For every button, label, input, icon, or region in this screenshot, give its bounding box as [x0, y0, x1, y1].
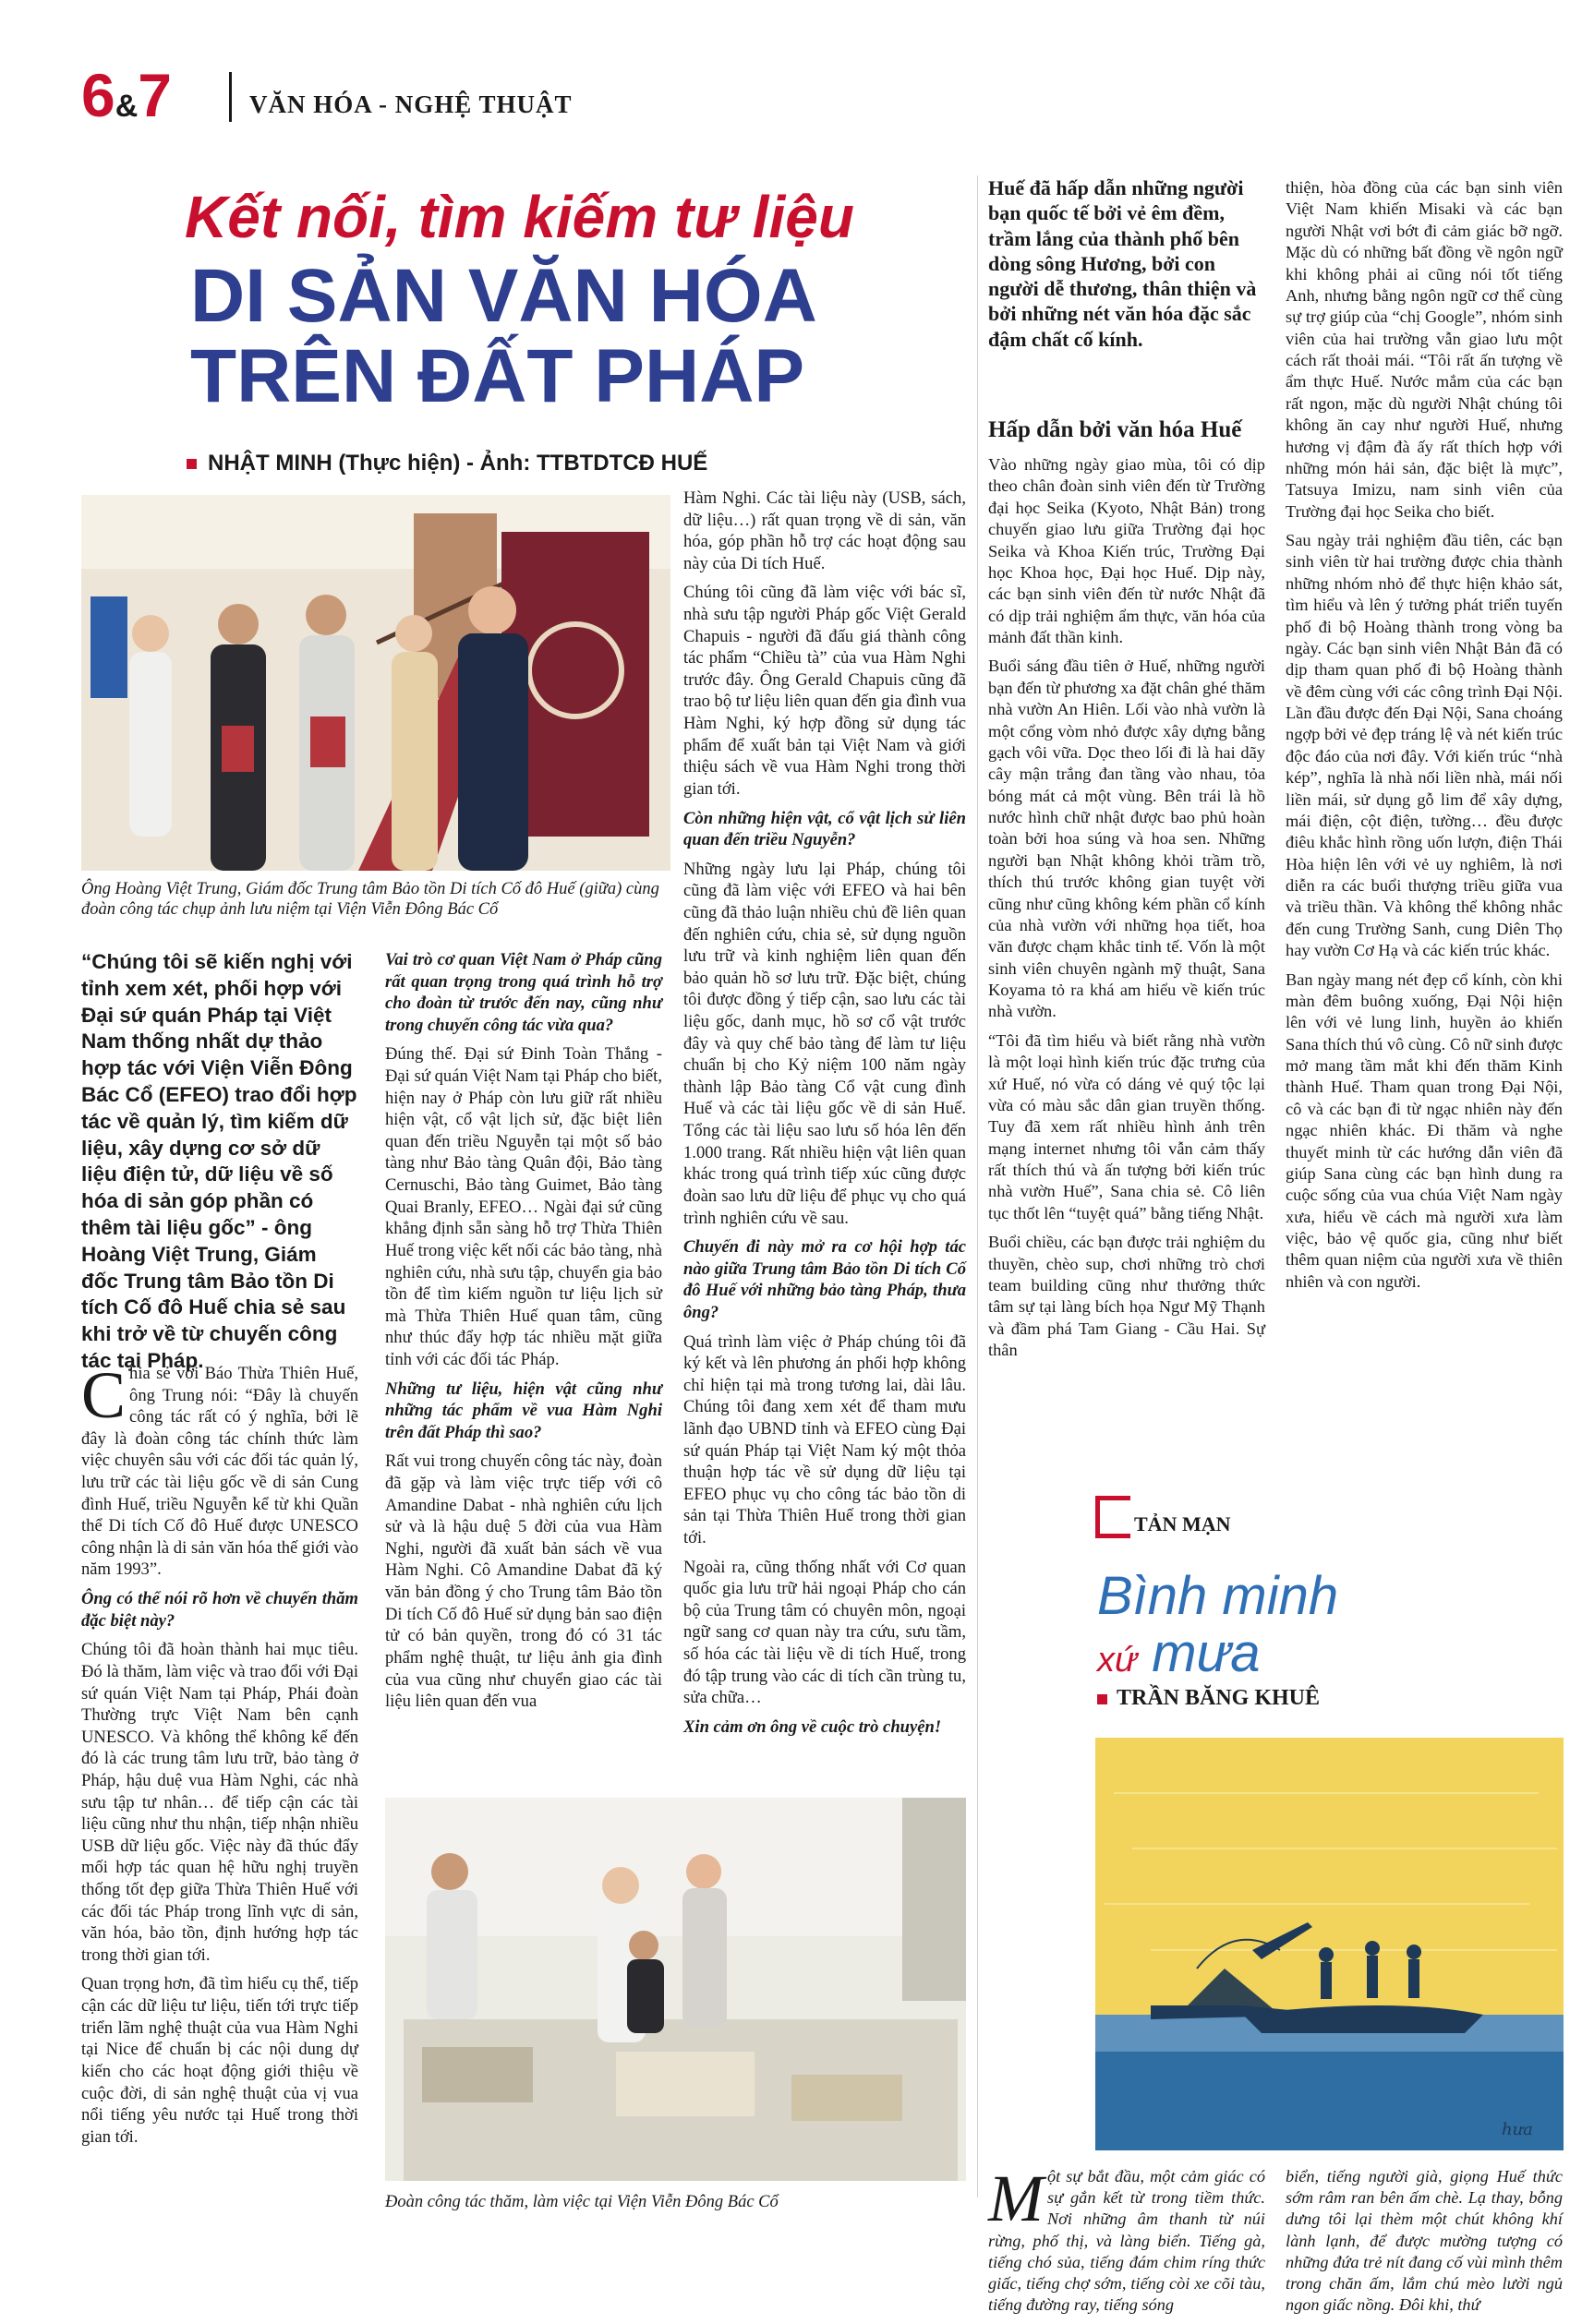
byline-bullet [187, 459, 197, 469]
meeting-photo-illustration [385, 1798, 966, 2181]
sidebar-b-paragraph-3: Ban ngày mang nét đẹp cổ kính, còn khi màn đêm buông xuống, Đại Nội hiện lên với vẻ lung linh, huyền ảo khiến Sana thích thú vô cùng. Cô nữ sinh được mở mang tầm mắt khi đến thăm Kinh thành Huế. Tham quan trong Đại Nội, cô và các bạn đi từ ngạc nhiên này đến ngạc nhiên khác. Đi thăm và nghe thuyết minh từ các hướng dẫn viên đã giúp Sana cùng các bạn hình dung ra cuộc sống của vua chúa Việt Nam ngày xưa, hiểu về cách mà người xưa làm việc, bảo vệ quốc gia, cũng như biết thêm quan niệm của người xưa về thiên nhiên và con người. [1286, 969, 1563, 1291]
column-divider [977, 175, 978, 2198]
pull-quote: “Chúng tôi sẽ kiến nghị với tỉnh xem xét, phối hợp với Đại sứ quán Pháp tại Việt Nam thống nhất dự thảo hợp tác với Viện Viễn Đông Bác Cổ (EFEO) trao đổi hợp tác về quản lý, tìm kiếm dữ liệu, xây dựng cơ sở dữ liệu điện tử, dữ liệu về số hóa di sản góp phần có thêm tài liệu gốc” - ông Hoàng Việt Trung, Giám đốc Trung tâm Bảo tồn Di tích Cố đô Huế chia sẻ sau khi trở về từ chuyến công tác tại Pháp. [81, 950, 357, 1372]
col3-paragraph-2: Chúng tôi cũng đã làm việc với bác sĩ, nhà sưu tập người Pháp gốc Việt Gerald Chapuis - người đã đấu giá thành công tác phẩm “Chiều tà” của vua Hàm Nghi trước đây. Ông Gerald Chapuis cũng đã trao bộ tư liệu liên quan đến gia đình vua Hàm Nghi, ký hợp đồng sử dụng tác phẩm để xuất bản tại Việt Nam và giới thiệu sách về vua Hàm Nghi trong thời gian tới. [683, 583, 966, 799]
feature-title-small: xứ [1097, 1641, 1138, 1680]
headline-line-2: TRÊN ĐẤT PHÁP [190, 333, 805, 418]
meeting-photo [385, 1798, 966, 2181]
col2-paragraph-2: Rất vui trong chuyến công tác này, đoàn đã gặp và làm việc trực tiếp với cô Amandine Dabat - nhà nghiên cứu lịch sử và là hậu duệ 5 đời của vua Hàm Nghi, người đã xuất bản sách về vua Hàm Nghi. Cô Amandine Dabat đã ký văn bản đồng ý cho Trung tâm Bảo tồn Di tích Cố đô Huế sử dụng bản sao điện tử có bản quyền, trong đó có 31 tác phẩm nghệ thuật, tư liệu ảnh gia đình của vua cũng như chuyển giao các tài liệu liên quan đến vua [385, 1451, 662, 1712]
feature-title-main: mưa [1152, 1623, 1261, 1683]
page-number-right: 7 [138, 61, 172, 129]
feature-author [1097, 1686, 1320, 1711]
col3-paragraph-5: Ngoài ra, cũng thống nhất với Cơ quan quốc gia lưu trữ hải ngoại Pháp cho cán bộ của Trung tâm có chuyên môn, ngoại ngữ sang cơ quan này tra cứu, sưu tầm, số hóa các tài liệu về di tích Huế, trong đó tập trung vào các di tích cần trùng tu, sửa chữa… [683, 1557, 966, 1708]
photo2-caption: Đoàn công tác thăm, làm việc tại Viện Viễn Đông Bác Cổ [385, 2193, 779, 2211]
fishing-illustration [1095, 1738, 1564, 2150]
sidebar-b-paragraph-1: thiện, hòa đồng của các bạn sinh viên Việt Nam khiến Misaki và các bạn người Nhật vơi bớt đi cảm giác bỡ ngỡ. Mặc dù có những bất đồng về ngôn ngữ khi không phải ai cũng nói tốt tiếng Anh, nhưng bằng ngôn ngữ cơ thể cùng sự trợ giúp của “chị Google”, nhóm sinh viên của hai trường vẫn giao lưu một cách rất thoải mái. “Tôi rất ấn tượng về ẩm thực Huế. Nước mắm của các bạn rất ngon, mặc dù người Nhật chúng tôi không ăn cay như người Huế, nhưng hương vị đậm đà ấy rất thích hợp với những món hải sản, đặc biệt là mực”, Tatsuya Imizu, nam sinh viên của Trường đại học Seika cho biết. [1286, 178, 1563, 521]
col3-question-2: Chuyến đi này mở ra cơ hội hợp tác nào giữa Trung tâm Bảo tồn Di tích Cố đô Huế với những bảo tàng Pháp, thưa ông? [683, 1237, 966, 1322]
feature-paragraph-a: ột sự bắt đầu, một cảm giác có sự gắn kết từ trong tiềm thức. Nơi những âm thanh từ núi rừng, phố thị, và làng biển. Tiếng gà, tiếng chó sủa, tiếng đám chim ríng thức giấc, tiếng chợ sớm, tiếng còi xe cõi tàu, tiếng đường ray, tiếng sóng [988, 2167, 1265, 2315]
article-column-2 [385, 949, 662, 1720]
feature-title-line-1: Bình minh [1097, 1566, 1339, 1626]
group-photo [81, 495, 670, 871]
col3-question-1: Còn những hiện vật, cổ vật lịch sử liên quan đến triều Nguyễn? [683, 808, 966, 850]
feature-dropcap: M [988, 2161, 1044, 2235]
article-column-3 [683, 488, 966, 1746]
photo1-caption: Ông Hoàng Việt Trung, Giám đốc Trung tâm Bảo tồn Di tích Cố đô Huế (giữa) cùng đoàn công tác chụp ảnh lưu niệm tại Viện Viễn Đông Bác Cổ [81, 880, 659, 920]
column-badge-frame [1095, 1496, 1130, 1538]
feature-text-b [1286, 2166, 1563, 2324]
fishing-illustration-art [1095, 1738, 1564, 2150]
article-kicker: Kết nối, tìm kiếm tư liệu [185, 184, 854, 250]
sidebar-subhead: Hấp dẫn bởi văn hóa Huế [988, 417, 1242, 442]
col1-question-1: Ông có thể nói rõ hơn về chuyến thăm đặc biệt này? [81, 1589, 358, 1631]
group-photo-illustration [81, 495, 670, 871]
article-column-1 [81, 1358, 359, 2155]
dropcap: C [81, 1358, 127, 1432]
sidebar-a-paragraph-1: Vào những ngày giao mùa, tôi có dịp theo chân đoàn sinh viên đến từ Trường đại học Seika (Kyoto, Nhật Bản) trong chuyến giao lưu giữa Trường đại học Seika và Khoa Kiến trúc, Trường Đại học Khoa học, Đại học Huế. Dịp này, các bạn sinh viên đến từ nước Nhật đã có dịp trải nghiệm ẩm thực, văn hóa của mảnh đất thần kinh. [988, 455, 1265, 646]
col3-paragraph-3: Những ngày lưu lại Pháp, chúng tôi cũng đã làm việc với EFEO và hai bên cũng đã thảo luận nhiều chủ đề liên quan đến nghiên cứu, chia sẻ, sử dụng nguồn lưu trữ và kinh nghiệm liên quan đến bảo quản hồ sơ lưu trữ. Đặc biệt, chúng tôi được đồng ý tiếp cận, sao lưu các tài liệu gốc, danh mục, hồ sơ cổ vật trước đây và quy chế bảo tàng để làm tư liệu chuẩn bị cho Kỷ niệm 100 năm ngày thành lập Bảo tàng Cổ vật cung đình Huế và các tài liệu gốc về di sản Huế. Tổng các tài liệu sao lưu số hóa lên đến 1.000 trang. Rất nhiều hiện vật liên quan khác trong quá trình tiếp xúc cũng được đoàn sao lưu dữ liệu để phục vụ cho quá trình nghiên cứu về sau. [683, 859, 966, 1228]
sidebar-column-a [988, 454, 1265, 1368]
page-number-amp: & [115, 89, 139, 124]
sidebar-lede: Huế đã hấp dẫn những người bạn quốc tế bởi vẻ êm đềm, trầm lắng của thành phố bên dòng sông Hương, bởi con người dễ thương, thân thiện và bởi những nét văn hóa đặc sắc đậm chất cố kính. [988, 176, 1257, 351]
article-headline [190, 254, 1003, 418]
byline-text: NHẬT MINH (Thực hiện) - Ảnh: TTBTDTCĐ HUẾ [208, 451, 708, 476]
col1-paragraph-3: Quan trọng hơn, đã tìm hiểu cụ thể, tiếp cận các dữ liệu tư liệu, tiến tới trực tiếp triển lãm nghệ thuật của vua Hàm Nghi tại Nice để chuẩn bị các nội dung dự kiến cho các hoạt động giới thiệu về cuộc đời, di sản nghệ thuật của vị vua nổi tiếng yêu nước tại Huế trong thời gian tới. [81, 1974, 358, 2147]
section-divider [229, 72, 232, 122]
sidebar-a-paragraph-4: Buổi chiều, các bạn được trải nghiệm du thuyền, chèo sup, chơi những trò chơi team building cũng như thưởng thức tâm sự tại làng bích họa Ngư Mỹ Thạnh và đầm phá Tam Giang - Cầu Hai. Sự thân [988, 1233, 1265, 1359]
col3-paragraph-4: Quá trình làm việc ở Pháp chúng tôi đã ký kết và lên phương án phối hợp không chỉ hiện tại mà trong tương lai, dài lâu. Chúng tôi đang xem xét để tham mưu lãnh đạo UBND tỉnh và EFEO cùng Đại sứ quán Pháp tại Việt Nam ký một thỏa thuận hợp tác về sử dụng dữ liệu tại EFEO phục vụ cho công tác bảo tồn di sản tại Thừa Thiên Huế trong thời gian tới. [683, 1331, 966, 1548]
sidebar-column-b [1286, 177, 1563, 1300]
sidebar-b-paragraph-2: Sau ngày trải nghiệm đầu tiên, các bạn sinh viên từ hai trường được chia thành những nhóm nhỏ để thực hiện khảo sát, tìm hiểu và lên ý tưởng phát triển tuyến phố đi bộ Hoàng thành trong vòng ba ngày. Các bạn sinh viên Nhật Bản đã có dịp tham quan phố đi bộ Hoàng thành về đêm cùng với các công trình Đại Nội. Lần đầu được đến Đại Nội, Sana choáng ngợp bởi vẻ đẹp tráng lệ và nét kiến trúc độc đáo của nơi đây. Với kiến trúc “nhà kép”, nghĩa là nhà nối liền nhà, mái nối liền mái, sử dụng gỗ lim để xây dựng, mái điện, cột điện, tường… đều được điêu khắc hình rồng uốn lượn, điện Thái Hòa hiện lên với vẻ uy nghiêm, là nơi diễn ra các buổi thượng triều giữa vua và triều thần. Và không thể không nhắc đến cung Trường Sanh, cung Diên Thọ hay vườn Cơ Hạ và các kiến trúc khác. [1286, 531, 1563, 960]
feature-text-a [988, 2161, 1265, 2324]
author-name: TRẦN BĂNG KHUÊ [1117, 1686, 1321, 1710]
page-number [81, 61, 172, 129]
headline-line-1: DI SẢN VĂN HÓA [190, 254, 817, 338]
col1-paragraph-2: Chúng tôi đã hoàn thành hai mục tiêu. Đó là thăm, làm việc và trao đổi với Đại sứ quán Việt Nam tại Pháp, Phái đoàn Thường trực Việt Nam bên cạnh UNESCO. Và không thể không kể đến đó là các trung tâm lưu trữ, bảo tàng ở Pháp, hậu duệ vua Hàm Nghi, các nhà sưu tập tư nhân… để tiếp cận các tài liệu cũng như thu nhận, tiếp nhận nhiều USB dữ liệu gốc. Việc này đã thúc đẩy mối hợp tác quan hệ hữu nghị truyền thống tốt đẹp giữa Thừa Thiên Huế với các đối tác Pháp trong lĩnh vực di sản, văn hóa, bảo tồn, định hướng hợp tác trong thời gian tới. [81, 1640, 359, 1965]
col2-paragraph-1: Đúng thế. Đại sứ Đinh Toàn Thắng - Đại sứ quán Việt Nam tại Pháp cho biết, hiện nay ở Pháp còn lưu giữ rất nhiều hiện vật, cổ vật lịch sử, đặc biệt liên quan đến triều Nguyễn tại một số bảo tàng như Bảo tàng Quân đội, Bảo tàng Cernuschi, Bảo tàng Guimet, Bảo tàng Quai Branly, EFEO… Ngài đại sứ cũng khẳng định sẵn sàng hỗ trợ Thừa Thiên Huế trong việc kết nối các bảo tàng, nhà nghiên cứu, nhà sưu tập, chuyển gia bảo tồn để tìm kiếm nguồn tư liệu lịch sử mà Thừa Thiên Huế quan tâm, cũng như thúc đẩy hợp tác nhiều mặt giữa tỉnh với các đối tác Pháp. [385, 1044, 662, 1369]
illustration-signature: hưa [1502, 2120, 1533, 2139]
col3-paragraph-1: Hàm Nghi. Các tài liệu này (USB, sách, dữ liệu…) rất quan trọng về di sản, văn hóa, góp phần hỗ trợ các hoạt động sau này của Di tích Huế. [683, 488, 966, 573]
column-badge-label: TẢN MẠN [1134, 1512, 1231, 1535]
feature-paragraph-b: biển, tiếng người già, giọng Huế thức sớm râm ran bên ấm chè. Lạ thay, bỗng dưng tôi lại thèm một chút không khí lành lạnh, để được mường tượng có những đứa trẻ nít đang cố vùi mình thêm trong chăn ấm, lắm chú mèo lười ngủ ngon giấc nồng. Đôi khi, thứ [1286, 2167, 1563, 2315]
col2-question-1: Vai trò cơ quan Việt Nam ở Pháp cũng rất quan trọng trong quá trình hỗ trợ cho đoàn từ trước đến nay, cũng như trong chuyến công tác vừa qua? [385, 950, 662, 1035]
feature-title-line-2 [1097, 1623, 1261, 1683]
article-byline [187, 451, 707, 476]
col2-question-2: Những tư liệu, hiện vật cũng như những tác phẩm về vua Hàm Nghi trên đất Pháp thì sao? [385, 1379, 662, 1442]
author-bullet [1097, 1694, 1107, 1704]
section-title: VĂN HÓA - NGHỆ THUẬT [249, 90, 573, 118]
sidebar-a-paragraph-3: “Tôi đã tìm hiểu và biết rằng nhà vườn là một loại hình kiến trúc đặc trưng của xứ Huế, nó vừa có dáng vẻ quý tộc lại vừa có màu sắc dân gian truyền thống. Tuy đã xem rất nhiều hình ảnh trên mạng internet nhưng tôi vẫn cảm thấy rất thích thú và ấn tượng bởi kiến trúc nhà vườn Huế”, Sana chia sẻ. Cô liên tục thốt lên “tuyệt quá” bằng tiếng Nhật. [988, 1030, 1265, 1222]
col3-closing: Xin cảm ơn ông về cuộc trò chuyện! [683, 1716, 942, 1737]
page-number-left: 6 [81, 61, 115, 129]
col1-paragraph-1: hia sẻ với Báo Thừa Thiên Huế, ông Trung nói: “Đây là chuyến công tác rất có ý nghĩa, bởi lẽ đây là đoàn công tác chính thức làm việc chuyên sâu với các đối tác quản lý, lưu trữ các tài liệu gốc về di sản Cung đình Huế, triều Nguyễn kể từ khi Quần thể Di tích Cố đô Huế được UNESCO công nhận là di sản văn hóa thế giới vào năm 1993”. [81, 1364, 358, 1580]
sidebar-a-paragraph-2: Buổi sáng đầu tiên ở Huế, những người bạn đến từ phương xa đặt chân ghé thăm nhà vườn An Hiên. Lối vào nhà vườn là một cổng vòm nhỏ được xây dựng bằng gạch vôi vữa. Dọc theo lối đi là hai dãy cây mận trắng đan tầng vào nhau, tỏa bóng mát cả một vùng. Bên trái là hồ nước hình chữ nhật được bao phủ hoàn toàn bởi hoa súng và hoa sen. Những người bạn Nhật không khỏi trầm trồ, thích thú trước không gian tuyệt vời cũng như cũng không kém phần cổ kính của nhà vườn với những họa tiết, hoa văn được chạm khắc tinh tế. Vốn là một sinh viên chuyên ngành mỹ thuật, Sana Koyama tỏ ra khá am hiểu về kiến trúc nhà vườn. [988, 656, 1265, 1021]
